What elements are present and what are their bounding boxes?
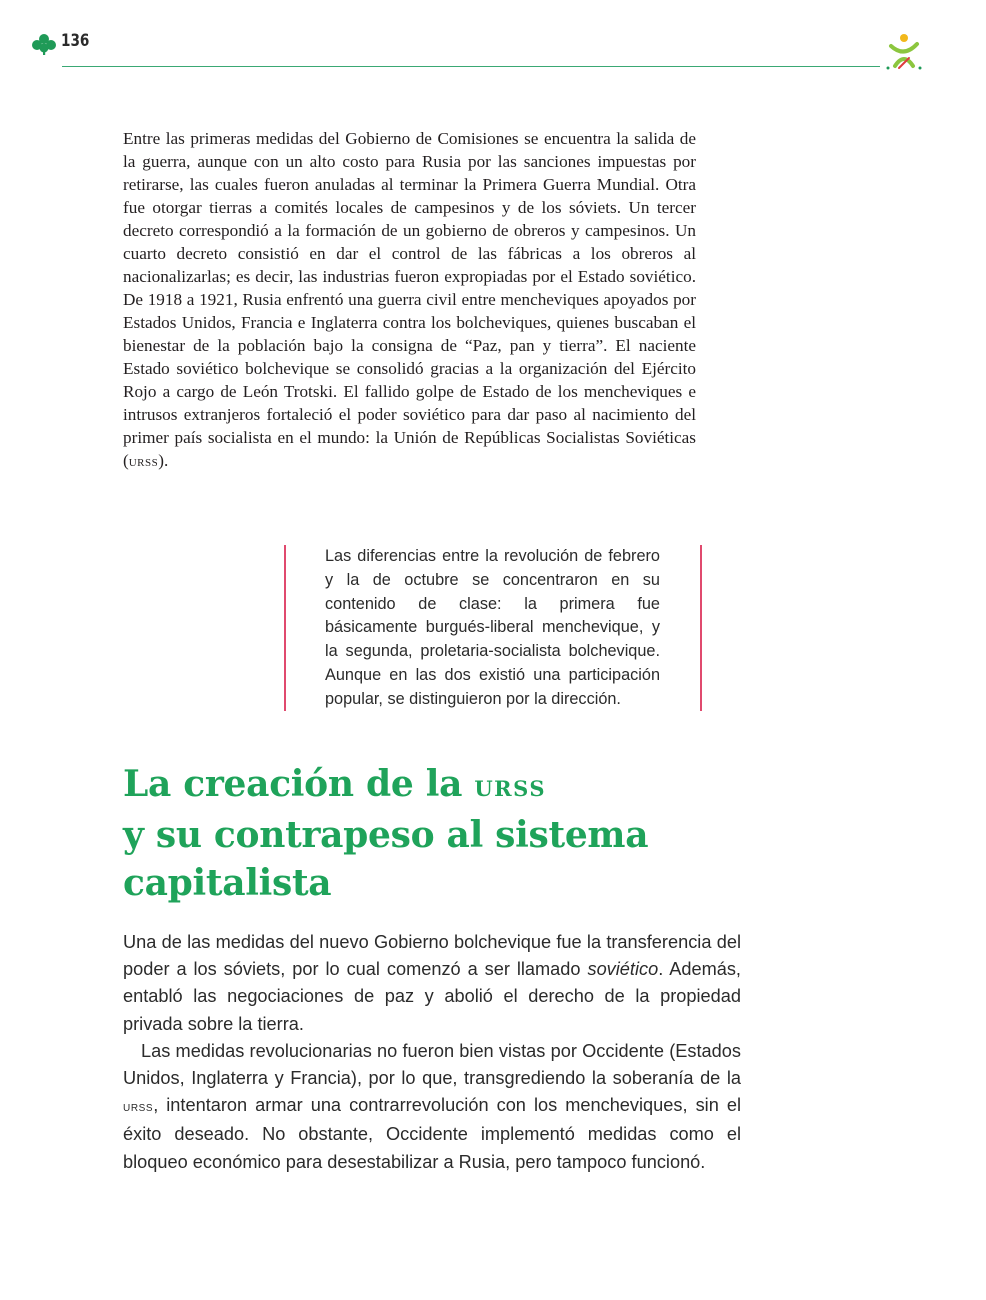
paragraph-1-italic: soviético [587, 959, 659, 980]
section-title-line2: y su contrapeso al sistema [123, 813, 649, 856]
section-paragraph-2 [123, 1038, 741, 1176]
paragraph-1-text: Una de las medidas del nuevo Gobierno bolchevique fue la transferencia del poder a los sóviets, por lo cual comenzó a ser llamado [123, 932, 741, 980]
intro-paragraph [123, 127, 696, 473]
section-title-abbr: urss [474, 768, 546, 803]
callout-text: Las diferencias entre la revolución de febrero y la de octubre se concentraron en su contenido de clase: la primera fue básicamente burgués-liberal menchevique, y la segunda, proletaria-socialista bolchevique. Aunque en las dos existió una participación popular, se distinguieron por la dirección. [325, 547, 660, 708]
section-paragraph-1 [123, 929, 741, 1038]
page-header [0, 0, 986, 80]
paragraph-2-text: Las medidas revolucionarias no fueron bien vistas por Occidente (Estados Unidos, Inglaterra y Francia), por lo que, transgrediendo la soberanía de la [123, 1040, 741, 1089]
abbr-urss: urss [128, 453, 159, 470]
intro-paragraph-text: Entre las primeras medidas del Gobierno de Comisiones se encuentra la salida de la guerra, aunque con un alto costo para Rusia por las sanciones impuestas por retirarse, las cuales fueron anuladas al terminar la Primera Guerra Mundial. Otra fue otorgar tierras a comités locales de campesinos y de los sóviets. Un tercer decreto correspondió a la formación de un gobierno de obreros y campesinos. Un cuarto decreto consistió en dar el control de las fábricas a los obreros al nacionalizarlas; es decir, las industrias fueron expropiadas por el Estado soviético. De 1918 a 1921, Rusia enfrentó una guerra civil entre mencheviques apoyados por Estados Unidos, Francia e Inglaterra contra los bolcheviques, quienes buscaban el bienestar de la población bajo la consigna de “Paz, pan y tierra”. El naciente Estado soviético bolchevique se consolidó gracias a la organización del Ejército Rojo a cargo de León Trotski. El fallido golpe de Estado de los mencheviques e intrusos extranjeros fortaleció el poder soviético para dar paso al nacimiento del primer país socialista en el mundo: la Unión de Repúblicas Socialistas Soviéticas ( [123, 129, 696, 470]
clover-logo-icon [31, 33, 57, 55]
section-body [123, 929, 741, 1176]
paragraph-1-end: . Además, entabló las negociaciones de paz y abolió el derecho de la propiedad privada sobre la tierra. [123, 959, 741, 1034]
intro-paragraph-end: ). [158, 451, 169, 470]
header-divider [62, 66, 880, 67]
callout-right-bar [700, 545, 702, 711]
paragraph-2-end: , intentaron armar una contrarrevolución con los mencheviques, sin el éxito deseado. No obstante, Occidente implementó medidas como el bloqueo económico para desestabilizar a Rusia, pero tampoco funcionó. [123, 1095, 741, 1172]
callout-left-bar [284, 545, 286, 711]
callout-box [284, 545, 702, 711]
section-title-line1: La creación de la [123, 763, 475, 805]
paragraph-2-abbr: urss [123, 1099, 154, 1116]
page-number: 136 [61, 31, 90, 51]
figure-star-logo-icon [885, 32, 923, 72]
section-title-line3: capitalista [123, 862, 332, 904]
section-title [123, 760, 723, 908]
